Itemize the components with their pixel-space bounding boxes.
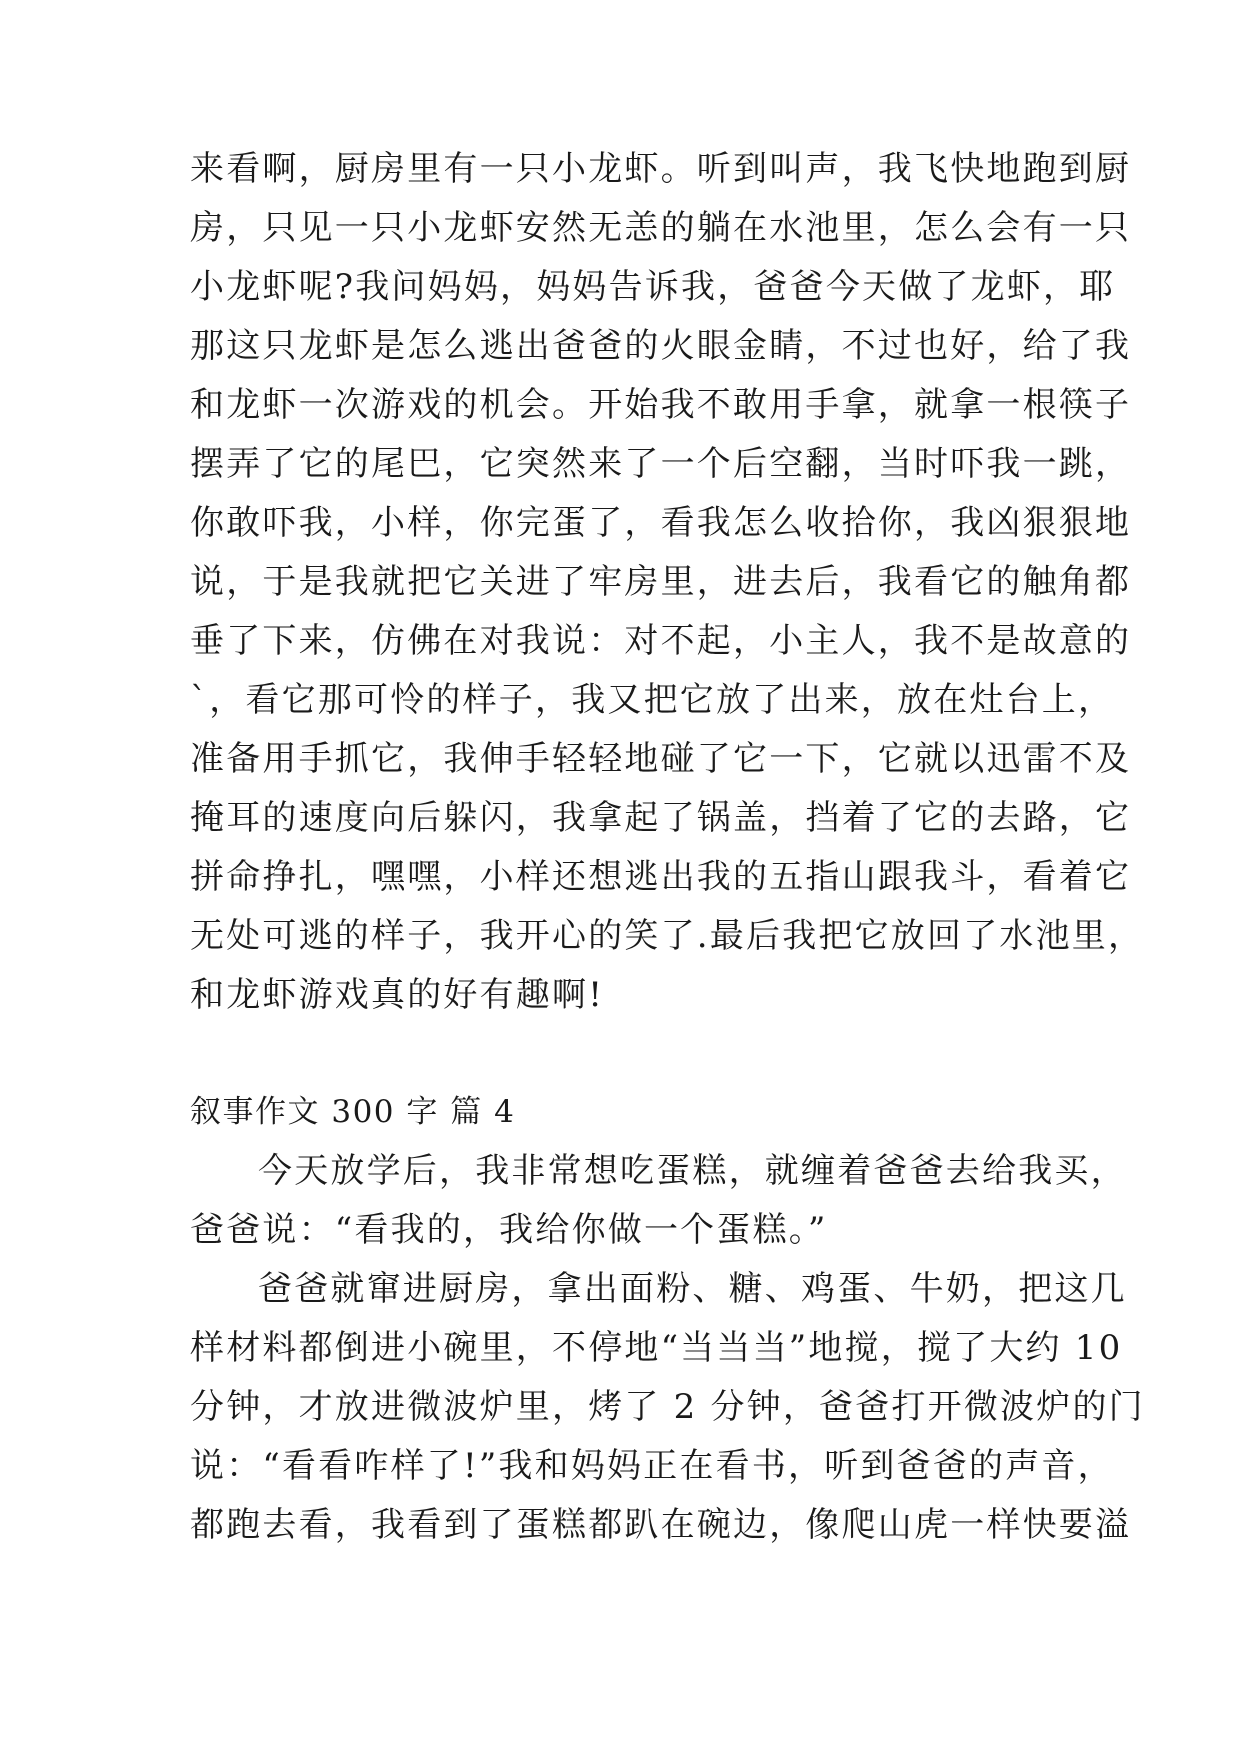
text-line: 垂了下来，仿佛在对我说：对不起，小主人，我不是故意的 [190, 621, 1132, 661]
text-line: 样材料都倒进小碗里，不停地“当当当”地搅，搅了大约 10 [190, 1328, 1123, 1368]
text-line: 爸爸说：“看我的，我给你做一个蛋糕。” [190, 1210, 828, 1250]
text-line: 爸爸就窜进厨房，拿出面粉、糖、鸡蛋、牛奶，把这几 [258, 1269, 1127, 1309]
text-line: 和龙虾游戏真的好有趣啊! [190, 975, 605, 1015]
text-line: 来看啊，厨房里有一只小龙虾。听到叫声，我飞快地跑到厨 [190, 149, 1132, 189]
text-line: 分钟，才放进微波炉里，烤了 2 分钟，爸爸打开微波炉的门 [190, 1387, 1145, 1427]
text-line: 无处可逃的样子，我开心的笑了.最后我把它放回了水池里， [190, 916, 1145, 956]
text-line: 那这只龙虾是怎么逃出爸爸的火眼金睛，不过也好，给了我 [190, 326, 1132, 366]
text-line: 准备用手抓它，我伸手轻轻地碰了它一下，它就以迅雷不及 [190, 739, 1132, 779]
text-line: 都跑去看，我看到了蛋糕都趴在碗边，像爬山虎一样快要溢 [190, 1505, 1132, 1545]
story-paragraph-2 [190, 1142, 1145, 1555]
text-line: 掩耳的速度向后躲闪，我拿起了锅盖，挡着了它的去路，它 [190, 798, 1132, 838]
text-line: 摆弄了它的尾巴，它突然来了一个后空翻，当时吓我一跳， [190, 444, 1132, 484]
text-line: 说，于是我就把它关进了牢房里，进去后，我看它的触角都 [190, 562, 1132, 602]
text-line: 房，只见一只小龙虾安然无恙的躺在水池里，怎么会有一只 [190, 208, 1132, 248]
text-line: 说：“看看咋样了!”我和妈妈正在看书，听到爸爸的声音， [190, 1446, 1114, 1486]
text-line: `，看它那可怜的样子，我又把它放了出来，放在灶台上， [190, 680, 1115, 720]
text-line: 拼命挣扎，嘿嘿，小样还想逃出我的五指山跟我斗，看着它 [190, 857, 1132, 897]
story-paragraph-1 [190, 140, 1145, 1025]
section-heading: 叙事作文 300 字 篇 4 [190, 1094, 516, 1130]
text-line: 小龙虾呢?我问妈妈，妈妈告诉我，爸爸今天做了龙虾，耶 [190, 267, 1116, 307]
text-line: 今天放学后，我非常想吃蛋糕，就缠着爸爸去给我买， [258, 1151, 1127, 1191]
text-line: 你敢吓我，小样，你完蛋了，看我怎么收拾你，我凶狠狠地 [190, 503, 1132, 543]
text-line: 和龙虾一次游戏的机会。开始我不敢用手拿，就拿一根筷子 [190, 385, 1132, 425]
